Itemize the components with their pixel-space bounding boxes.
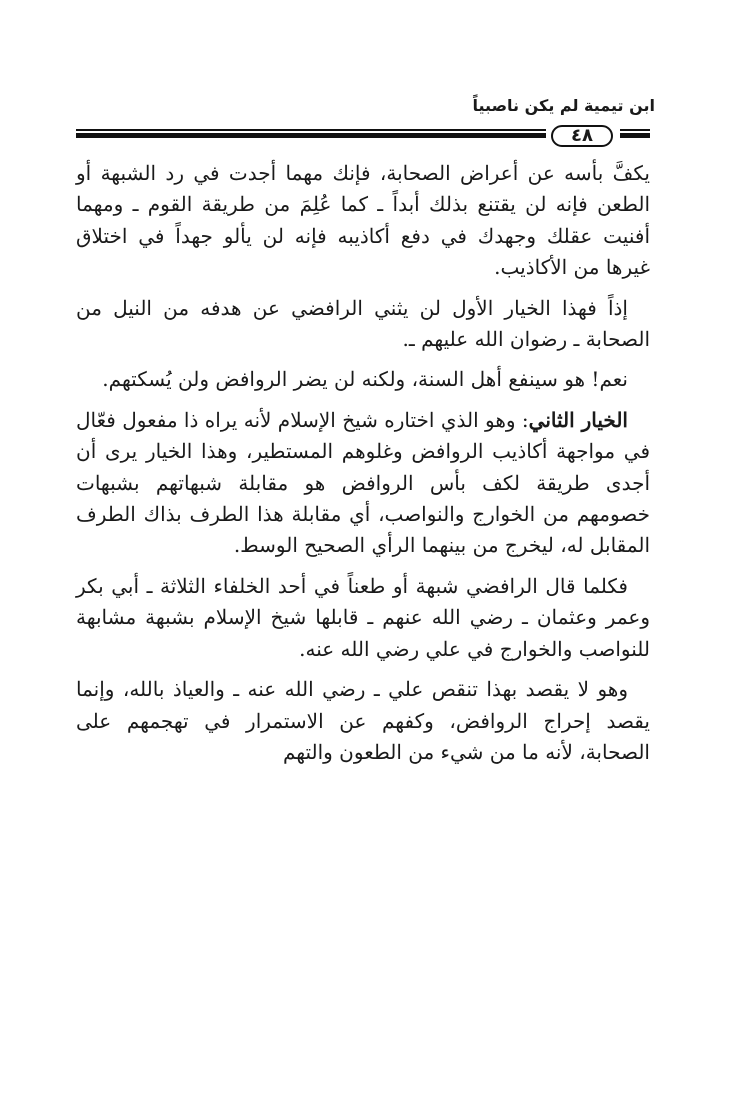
paragraph-4-text: : وهو الذي اختاره شيخ الإسلام لأنه يراه ذا مفعول فعّال في مواجهة أكاذيب الروافض وغلوهم المستطير، وهذا الخيار يرى أن أجدى طريقة لكف بأس الروافض هو مقابلة شبهاتهم بشبهات خصومهم من الخوارج والنواصب، أي مقابلة هذا الطرف بذاك الطرف المقابل له، ليخرج من بينهما الرأي الصحيح الوسط. [76,407,650,558]
header-rule-left [76,129,546,141]
paragraph-6: وهو لا يقصد بهذا تنقص علي ـ رضي الله عنه ـ والعياذ بالله، وإنما يقصد إحراج الروافض، وكفهم عن الاستمرار في تهجمهم على الصحابة، لأنه ما من شيء من الطعون والتهم [76,677,650,764]
running-title: ابن تيمية لم يكن ناصبياً [472,96,655,115]
option-two-heading: الخيار الثاني [528,407,628,432]
header-rule-right [620,129,650,141]
body-text [76,158,650,777]
paragraph-4 [76,405,650,562]
paragraph-1: يكفَّ بأسه عن أعراض الصحابة، فإنك مهما أجدت في رد الشبهة أو الطعن فإنه لن يقتنع بذلك أبداً ـ كما عُلِمَ من طريقة القوم ـ ومهما أفنيت عقلك وجهدك في دفع أكاذيبه فإنه لن يألو جهداً في اختلاق غيرها من الأكاذيب. [76,161,650,280]
header-rule [76,125,650,149]
paragraph-2: إذاً فهذا الخيار الأول لن يثني الرافضي عن هدفه من النيل من الصحابة ـ رضوان الله عليهم ـ. [76,295,650,352]
paragraph-5: فكلما قال الرافضي شبهة أو طعناً في أحد الخلفاء الثلاثة ـ أبي بكر وعمر وعثمان ـ رضي الله عنهم ـ قابلها شيخ الإسلام بشبهة مشابهة للنواصب والخوارج في علي رضي الله عنه. [76,573,650,661]
paragraph-3: نعم! هو سينفع أهل السنة، ولكنه لن يضر الروافض ولن يُسكتهم. [102,367,628,392]
page-number: ٤٨ [551,125,613,147]
